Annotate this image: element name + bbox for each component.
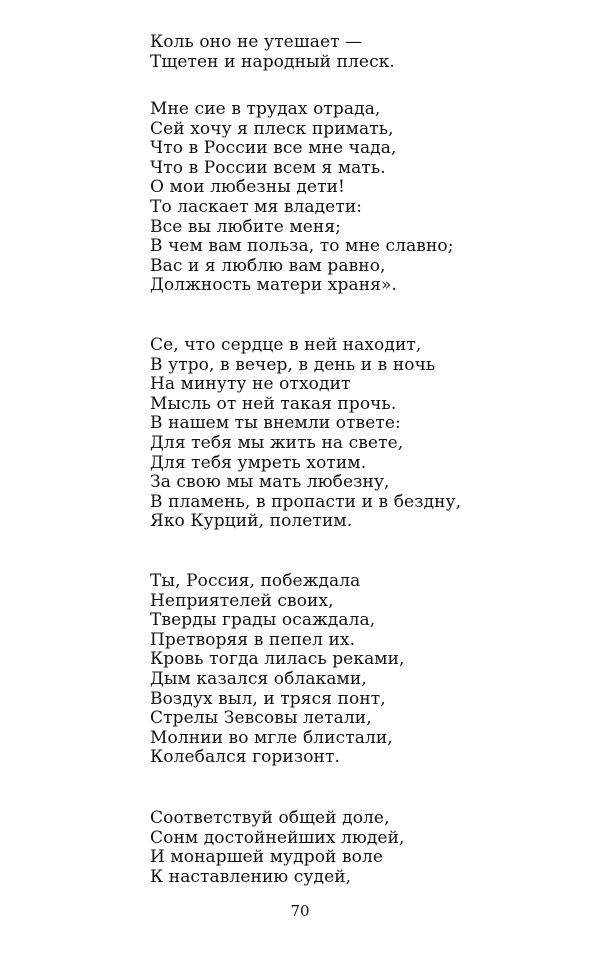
verse-line: Дым казался облаками, [150, 668, 367, 689]
verse-line: Для тебя умреть хотим. [150, 452, 367, 473]
verse-line: О мои любезны дети! [150, 177, 345, 198]
verse-line: Воздух выл, и тряся понт, [150, 688, 386, 709]
verse-line: И монаршей мудрой воле [150, 847, 384, 868]
verse-line: В чем вам польза, то мне славно; [150, 236, 454, 257]
verse-line: Тщетен и народный плеск. [150, 51, 395, 72]
verse-line: Что в России все мне чада, [150, 138, 397, 159]
verse-line: В нашем ты внемли ответе: [150, 413, 401, 434]
page-number: 70 [290, 902, 310, 920]
verse-line: К наставлению судей, [150, 866, 352, 887]
stanza-3 [150, 336, 570, 532]
verse-line: Кровь тогда лилась реками, [150, 649, 405, 670]
stanza-5 [150, 809, 570, 887]
verse-line: Неприятелей своих, [150, 590, 334, 611]
verse-line: Мысль от ней такая прочь. [150, 393, 397, 414]
verse-line: Для тебя мы жить на свете, [150, 432, 404, 453]
verse-line: Все вы любите меня; [150, 216, 341, 237]
verse-line: Претворяя в пепел их. [150, 629, 356, 650]
verse-line: Сонм достойнейших людей, [150, 827, 405, 848]
verse-line: Яко Курций, полетим. [150, 511, 353, 532]
verse-line: То ласкает мя владети: [150, 196, 363, 217]
verse-line: Молнии во мгле блистали, [150, 727, 393, 748]
verse-line: На минуту не отходит [150, 374, 351, 395]
stanza-4 [150, 572, 570, 768]
verse-line: В пламень, в пропасти и в бездну, [150, 491, 462, 512]
verse-line: Се, что сердце в ней находит, [150, 335, 422, 355]
verse-line: Сей хочу я плеск примать, [150, 118, 394, 139]
verse-line: Мне сие в трудах отрада, [150, 99, 381, 119]
stanza-1 [150, 33, 570, 72]
verse-line: Что в России всем я мать. [150, 157, 386, 178]
verse-line: Колебался горизонт. [150, 747, 340, 768]
verse-line: Должность матери храня». [150, 275, 397, 296]
verse-line: Ты, Россия, побеждала [150, 571, 361, 591]
verse-line: Стрелы Зевсовы летали, [150, 708, 372, 729]
verse-line: За свою мы мать любезну, [150, 472, 390, 493]
verse-line: Коль оно не утешает — [150, 32, 363, 52]
verse-line: Соответствуй общей доле, [150, 808, 390, 828]
verse-line: В утро, в вечер, в день и в ночь [150, 354, 436, 375]
verse-line: Вас и я люблю вам равно, [150, 255, 386, 276]
stanza-2 [150, 100, 570, 296]
verse-line: Тверды грады осаждала, [150, 610, 376, 631]
